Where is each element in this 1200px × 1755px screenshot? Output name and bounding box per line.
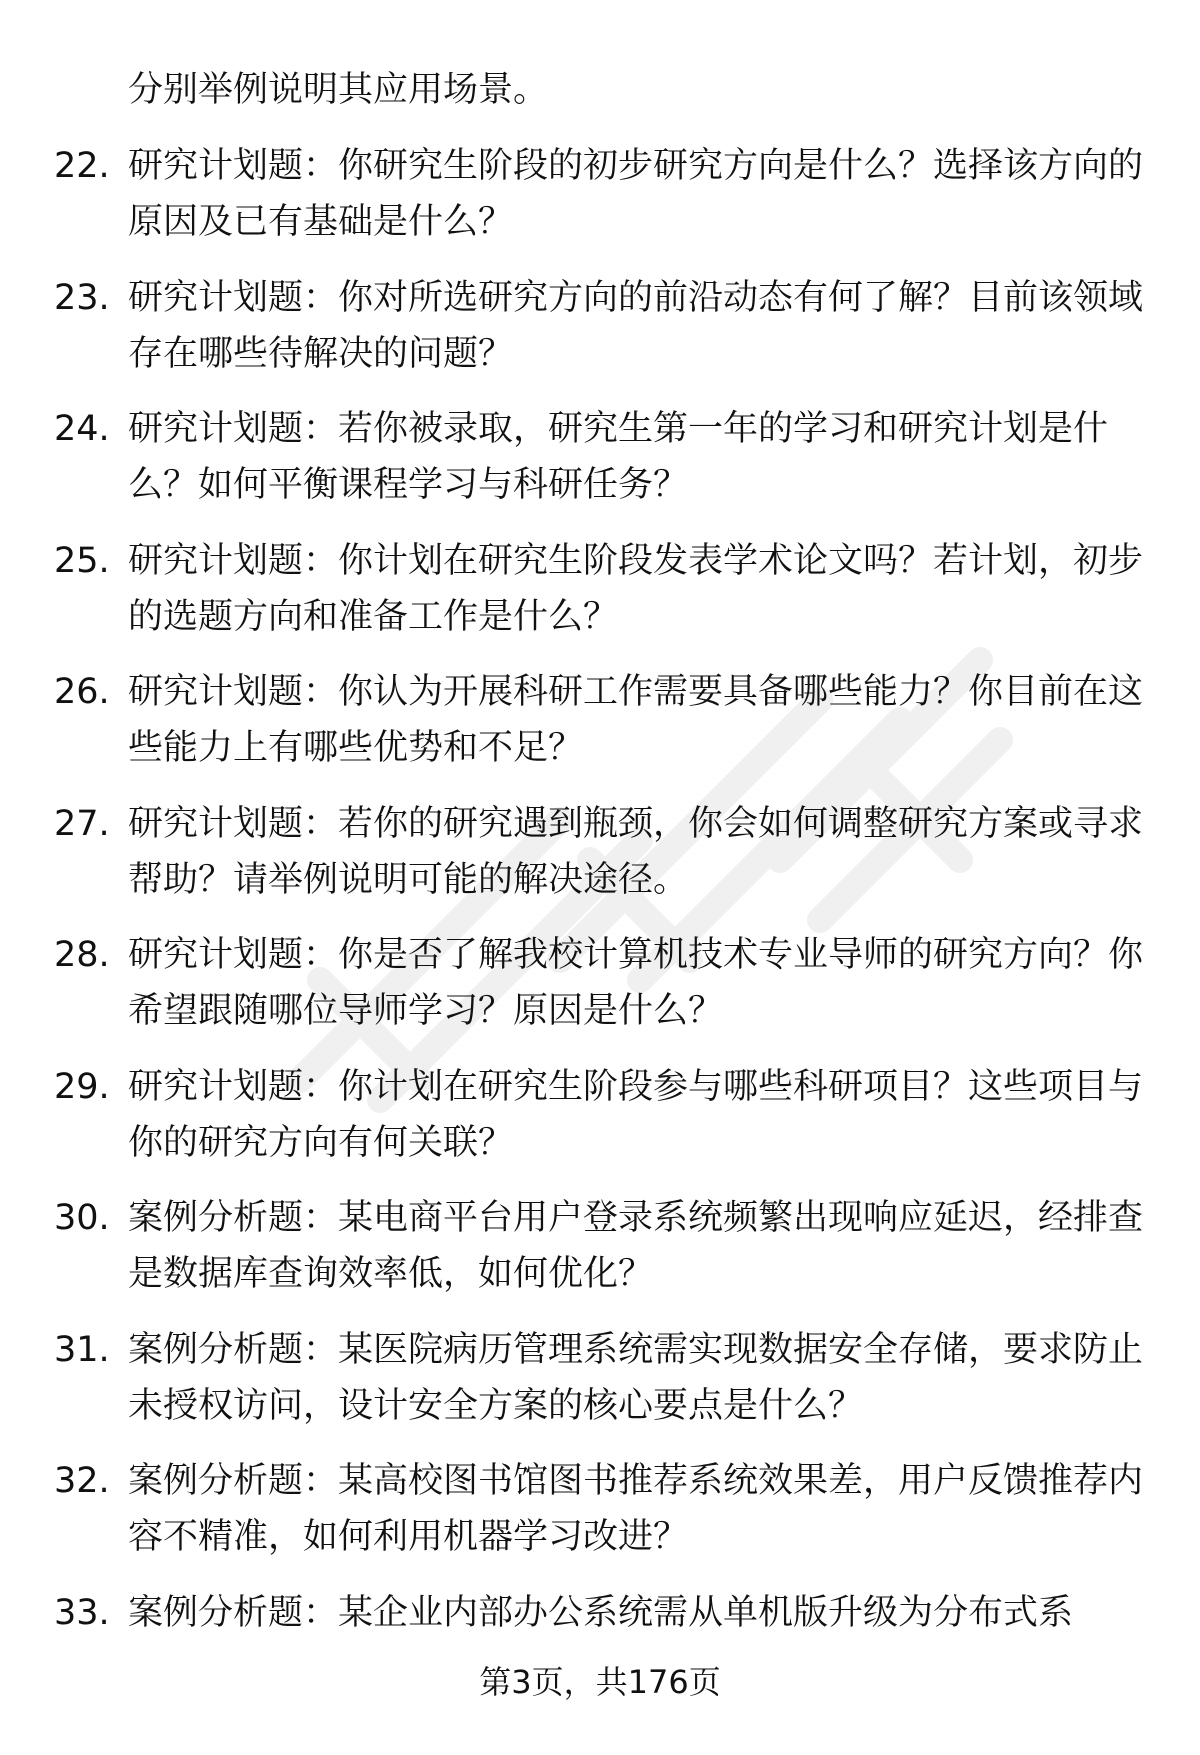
question-number: 30. [54, 1198, 110, 1238]
question-text: 案例分析题：某高校图书馆图书推荐系统效果差，用户反馈推荐内容不精准，如何利用机器学习改进？ [128, 1461, 1144, 1557]
question-item [0, 796, 1200, 928]
question-text: 研究计划题：你对所选研究方向的前沿动态有何了解？目前该领域存在哪些待解决的问题？ [128, 277, 1144, 374]
question-number: 29. [54, 1066, 110, 1107]
question-number: 26. [54, 672, 110, 712]
question-list [0, 138, 1200, 1716]
question-item [0, 1322, 1200, 1454]
question-item [0, 533, 1200, 665]
question-item [0, 401, 1200, 533]
question-number: 31. [54, 1329, 110, 1370]
question-text: 研究计划题：若你被录取，研究生第一年的学习和研究计划是什么？如何平衡课程学习与科研任务？ [128, 409, 1109, 505]
question-item [0, 1453, 1200, 1585]
question-number: 27. [54, 803, 110, 844]
question-text: 案例分析题：某电商平台用户登录系统频繁出现响应延迟，经排查是数据库查询效率低，如何优化？ [128, 1198, 1144, 1294]
page-footer: 第3页，共176页 [479, 1663, 721, 1701]
question-text: 研究计划题：你研究生阶段的初步研究方向是什么？选择该方向的原因及已有基础是什么？ [128, 146, 1144, 242]
question-text: 研究计划题：你认为开展科研工作需要具备哪些能力？你目前在这些能力上有哪些优势和不足？ [128, 672, 1144, 768]
question-item [0, 1190, 1200, 1322]
question-number: 22. [54, 146, 110, 186]
question-item [0, 1059, 1200, 1191]
question-number: 32. [54, 1461, 110, 1501]
question-item [0, 270, 1200, 402]
question-text: 研究计划题：你计划在研究生阶段发表学术论文吗？若计划，初步的选题方向和准备工作是什么？ [128, 540, 1144, 637]
question-item [0, 664, 1200, 796]
question-number: 33. [54, 1592, 110, 1633]
question-number: 24. [54, 409, 110, 449]
question-text: 研究计划题：你是否了解我校计算机技术专业导师的研究方向？你希望跟随哪位导师学习？原因是什么？ [128, 935, 1144, 1031]
question-item [0, 138, 1200, 270]
continuation-text: 分别举例说明其应用场景。 [128, 70, 549, 110]
question-text: 研究计划题：若你的研究遇到瓶颈，你会如何调整研究方案或寻求帮助？请举例说明可能的解决途径。 [128, 803, 1144, 900]
question-number: 28. [54, 935, 110, 975]
question-text: 研究计划题：你计划在研究生阶段参与哪些科研项目？这些项目与你的研究方向有何关联？ [128, 1066, 1144, 1163]
question-text: 案例分析题：某医院病历管理系统需实现数据安全存储，要求防止未授权访问，设计安全方案的核心要点是什么？ [128, 1329, 1144, 1426]
question-number: 25. [54, 540, 110, 581]
question-item [0, 927, 1200, 1059]
question-text: 案例分析题：某企业内部办公系统需从单机版升级为分布式系 [128, 1592, 1074, 1633]
question-number: 23. [54, 277, 110, 318]
